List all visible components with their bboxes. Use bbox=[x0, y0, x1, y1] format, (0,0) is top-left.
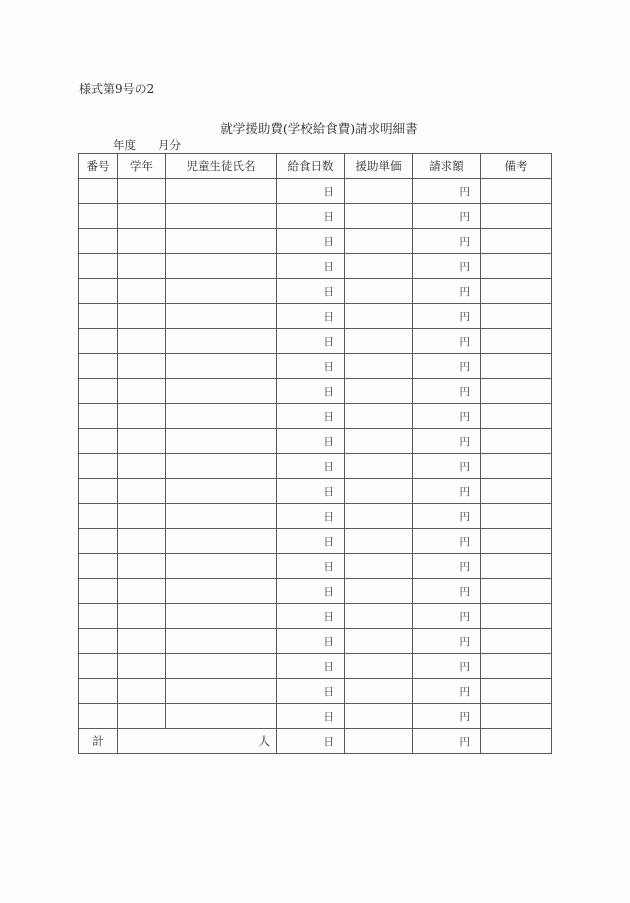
unit-price-cell[interactable] bbox=[345, 379, 413, 404]
amount-cell[interactable]: 円 bbox=[413, 304, 481, 329]
number-cell[interactable] bbox=[79, 354, 118, 379]
student-name-cell[interactable] bbox=[166, 479, 277, 504]
remarks-cell[interactable] bbox=[481, 304, 552, 329]
number-cell[interactable] bbox=[79, 629, 118, 654]
number-cell[interactable] bbox=[79, 554, 118, 579]
unit-price-cell[interactable] bbox=[345, 204, 413, 229]
table-row bbox=[79, 504, 552, 529]
table-row bbox=[79, 279, 552, 304]
amount-cell[interactable]: 円 bbox=[413, 554, 481, 579]
meal-days-cell[interactable]: 日 bbox=[277, 629, 345, 654]
student-name-cell[interactable] bbox=[166, 379, 277, 404]
detail-table bbox=[78, 153, 552, 754]
meal-days-cell[interactable]: 日 bbox=[277, 479, 345, 504]
remarks-cell[interactable] bbox=[481, 429, 552, 454]
amount-cell[interactable]: 円 bbox=[413, 604, 481, 629]
student-name-cell[interactable] bbox=[166, 179, 277, 204]
meal-days-cell[interactable]: 日 bbox=[277, 554, 345, 579]
grade-cell[interactable] bbox=[118, 454, 166, 479]
table-row bbox=[79, 204, 552, 229]
form-number: 様式第9号の2 bbox=[79, 82, 155, 96]
unit-price-cell[interactable] bbox=[345, 479, 413, 504]
meal-days-cell[interactable]: 日 bbox=[277, 404, 345, 429]
grade-cell[interactable] bbox=[118, 679, 166, 704]
remarks-cell[interactable] bbox=[481, 204, 552, 229]
unit-price-cell[interactable] bbox=[345, 429, 413, 454]
number-cell[interactable] bbox=[79, 179, 118, 204]
amount-cell[interactable]: 円 bbox=[413, 654, 481, 679]
number-cell[interactable] bbox=[79, 329, 118, 354]
grade-cell[interactable] bbox=[118, 429, 166, 454]
grade-cell[interactable] bbox=[118, 379, 166, 404]
month-field[interactable]: 月分 bbox=[158, 138, 181, 152]
table-row bbox=[79, 454, 552, 479]
student-name-cell[interactable] bbox=[166, 329, 277, 354]
number-cell[interactable] bbox=[79, 254, 118, 279]
student-name-cell[interactable] bbox=[166, 629, 277, 654]
meal-days-cell[interactable]: 日 bbox=[277, 179, 345, 204]
grade-cell[interactable] bbox=[118, 254, 166, 279]
remarks-cell[interactable] bbox=[481, 529, 552, 554]
meal-days-cell[interactable]: 日 bbox=[277, 679, 345, 704]
amount-cell[interactable]: 円 bbox=[413, 354, 481, 379]
student-name-cell[interactable] bbox=[166, 454, 277, 479]
remarks-cell[interactable] bbox=[481, 704, 552, 729]
meal-days-cell[interactable]: 日 bbox=[277, 204, 345, 229]
student-name-cell[interactable] bbox=[166, 554, 277, 579]
total-amount-cell[interactable]: 円 bbox=[413, 729, 481, 754]
remarks-cell[interactable] bbox=[481, 579, 552, 604]
amount-cell[interactable]: 円 bbox=[413, 704, 481, 729]
meal-days-cell[interactable]: 日 bbox=[277, 579, 345, 604]
unit-price-cell[interactable] bbox=[345, 354, 413, 379]
remarks-cell[interactable] bbox=[481, 554, 552, 579]
table-row bbox=[79, 329, 552, 354]
grade-cell[interactable] bbox=[118, 229, 166, 254]
amount-cell[interactable]: 円 bbox=[413, 254, 481, 279]
meal-days-cell[interactable]: 日 bbox=[277, 504, 345, 529]
number-cell[interactable] bbox=[79, 679, 118, 704]
remarks-cell[interactable] bbox=[481, 454, 552, 479]
header-meal-days: 給食日数 bbox=[277, 154, 345, 179]
table-row bbox=[79, 554, 552, 579]
student-name-cell[interactable] bbox=[166, 504, 277, 529]
grade-cell[interactable] bbox=[118, 404, 166, 429]
amount-cell[interactable]: 円 bbox=[413, 454, 481, 479]
student-name-cell[interactable] bbox=[166, 404, 277, 429]
unit-price-cell[interactable] bbox=[345, 554, 413, 579]
number-cell[interactable] bbox=[79, 404, 118, 429]
table-row bbox=[79, 654, 552, 679]
student-name-cell[interactable] bbox=[166, 604, 277, 629]
header-row bbox=[79, 154, 552, 179]
unit-price-cell[interactable] bbox=[345, 254, 413, 279]
remarks-cell[interactable] bbox=[481, 604, 552, 629]
grade-cell[interactable] bbox=[118, 304, 166, 329]
total-unit-price-cell[interactable] bbox=[345, 729, 413, 754]
total-days-cell[interactable]: 日 bbox=[277, 729, 345, 754]
header-student-name: 児童生徒氏名 bbox=[166, 154, 277, 179]
meal-days-cell[interactable]: 日 bbox=[277, 429, 345, 454]
unit-price-cell[interactable] bbox=[345, 279, 413, 304]
table-row bbox=[79, 579, 552, 604]
unit-price-cell[interactable] bbox=[345, 579, 413, 604]
grade-cell[interactable] bbox=[118, 604, 166, 629]
table-row bbox=[79, 629, 552, 654]
amount-cell[interactable]: 円 bbox=[413, 279, 481, 304]
meal-days-cell[interactable]: 日 bbox=[277, 329, 345, 354]
meal-days-cell[interactable]: 日 bbox=[277, 454, 345, 479]
unit-price-cell[interactable] bbox=[345, 629, 413, 654]
remarks-cell[interactable] bbox=[481, 404, 552, 429]
header-amount: 請求額 bbox=[413, 154, 481, 179]
table-row bbox=[79, 604, 552, 629]
number-cell[interactable] bbox=[79, 229, 118, 254]
student-name-cell[interactable] bbox=[166, 579, 277, 604]
table-row bbox=[79, 179, 552, 204]
unit-price-cell[interactable] bbox=[345, 229, 413, 254]
number-cell[interactable] bbox=[79, 429, 118, 454]
meal-days-cell[interactable]: 日 bbox=[277, 279, 345, 304]
total-remarks-cell[interactable] bbox=[481, 729, 552, 754]
meal-days-cell[interactable]: 日 bbox=[277, 604, 345, 629]
meal-days-cell[interactable]: 日 bbox=[277, 354, 345, 379]
header-remarks: 備考 bbox=[481, 154, 552, 179]
number-cell[interactable] bbox=[79, 604, 118, 629]
table-row bbox=[79, 304, 552, 329]
amount-cell[interactable]: 円 bbox=[413, 229, 481, 254]
table-row bbox=[79, 429, 552, 454]
remarks-cell[interactable] bbox=[481, 229, 552, 254]
total-people-cell[interactable]: 人 bbox=[118, 729, 277, 754]
remarks-cell[interactable] bbox=[481, 629, 552, 654]
header-grade: 学年 bbox=[118, 154, 166, 179]
number-cell[interactable] bbox=[79, 529, 118, 554]
student-name-cell[interactable] bbox=[166, 679, 277, 704]
grade-cell[interactable] bbox=[118, 504, 166, 529]
grade-cell[interactable] bbox=[118, 279, 166, 304]
grade-cell[interactable] bbox=[118, 554, 166, 579]
unit-price-cell[interactable] bbox=[345, 704, 413, 729]
unit-price-cell[interactable] bbox=[345, 504, 413, 529]
grade-cell[interactable] bbox=[118, 704, 166, 729]
grade-cell[interactable] bbox=[118, 579, 166, 604]
remarks-cell[interactable] bbox=[481, 679, 552, 704]
unit-price-cell[interactable] bbox=[345, 454, 413, 479]
student-name-cell[interactable] bbox=[166, 529, 277, 554]
amount-cell[interactable]: 円 bbox=[413, 529, 481, 554]
amount-cell[interactable]: 円 bbox=[413, 429, 481, 454]
number-cell[interactable] bbox=[79, 704, 118, 729]
amount-cell[interactable]: 円 bbox=[413, 579, 481, 604]
number-cell[interactable] bbox=[79, 379, 118, 404]
grade-cell[interactable] bbox=[118, 204, 166, 229]
table-row bbox=[79, 704, 552, 729]
period-line bbox=[113, 137, 181, 153]
header-number: 番号 bbox=[79, 154, 118, 179]
student-name-cell[interactable] bbox=[166, 254, 277, 279]
meal-days-cell[interactable]: 日 bbox=[277, 254, 345, 279]
table-row bbox=[79, 529, 552, 554]
unit-price-cell[interactable] bbox=[345, 654, 413, 679]
remarks-cell[interactable] bbox=[481, 254, 552, 279]
remarks-cell[interactable] bbox=[481, 279, 552, 304]
amount-cell[interactable]: 円 bbox=[413, 629, 481, 654]
remarks-cell[interactable] bbox=[481, 479, 552, 504]
number-cell[interactable] bbox=[79, 279, 118, 304]
grade-cell[interactable] bbox=[118, 479, 166, 504]
grade-cell[interactable] bbox=[118, 179, 166, 204]
unit-price-cell[interactable] bbox=[345, 529, 413, 554]
grade-cell[interactable] bbox=[118, 354, 166, 379]
number-cell[interactable] bbox=[79, 504, 118, 529]
table-row bbox=[79, 679, 552, 704]
student-name-cell[interactable] bbox=[166, 229, 277, 254]
number-cell[interactable] bbox=[79, 579, 118, 604]
unit-price-cell[interactable] bbox=[345, 404, 413, 429]
document-title: 就学援助費(学校給食費)請求明細書 bbox=[220, 121, 418, 136]
student-name-cell[interactable] bbox=[166, 704, 277, 729]
student-name-cell[interactable] bbox=[166, 279, 277, 304]
meal-days-cell[interactable]: 日 bbox=[277, 529, 345, 554]
amount-cell[interactable]: 円 bbox=[413, 179, 481, 204]
total-label: 計 bbox=[79, 729, 118, 754]
remarks-cell[interactable] bbox=[481, 354, 552, 379]
meal-days-cell[interactable]: 日 bbox=[277, 304, 345, 329]
amount-cell[interactable]: 円 bbox=[413, 404, 481, 429]
grade-cell[interactable] bbox=[118, 329, 166, 354]
number-cell[interactable] bbox=[79, 454, 118, 479]
number-cell[interactable] bbox=[79, 654, 118, 679]
number-cell[interactable] bbox=[79, 479, 118, 504]
total-row bbox=[79, 729, 552, 754]
fiscal-year-field[interactable]: 年度 bbox=[113, 138, 136, 152]
grade-cell[interactable] bbox=[118, 654, 166, 679]
meal-days-cell[interactable]: 日 bbox=[277, 379, 345, 404]
amount-cell[interactable]: 円 bbox=[413, 379, 481, 404]
unit-price-cell[interactable] bbox=[345, 679, 413, 704]
grade-cell[interactable] bbox=[118, 529, 166, 554]
student-name-cell[interactable] bbox=[166, 354, 277, 379]
remarks-cell[interactable] bbox=[481, 504, 552, 529]
table-row bbox=[79, 404, 552, 429]
unit-price-cell[interactable] bbox=[345, 604, 413, 629]
remarks-cell[interactable] bbox=[481, 379, 552, 404]
student-name-cell[interactable] bbox=[166, 654, 277, 679]
student-name-cell[interactable] bbox=[166, 204, 277, 229]
amount-cell[interactable]: 円 bbox=[413, 679, 481, 704]
meal-days-cell[interactable]: 日 bbox=[277, 654, 345, 679]
remarks-cell[interactable] bbox=[481, 329, 552, 354]
unit-price-cell[interactable] bbox=[345, 179, 413, 204]
table-row bbox=[79, 379, 552, 404]
table-row bbox=[79, 229, 552, 254]
table-row bbox=[79, 254, 552, 279]
student-name-cell[interactable] bbox=[166, 429, 277, 454]
number-cell[interactable] bbox=[79, 304, 118, 329]
amount-cell[interactable]: 円 bbox=[413, 479, 481, 504]
remarks-cell[interactable] bbox=[481, 179, 552, 204]
header-unit-price: 援助単価 bbox=[345, 154, 413, 179]
meal-days-cell[interactable]: 日 bbox=[277, 704, 345, 729]
unit-price-cell[interactable] bbox=[345, 304, 413, 329]
meal-days-cell[interactable]: 日 bbox=[277, 229, 345, 254]
table-body bbox=[79, 179, 552, 729]
unit-price-cell[interactable] bbox=[345, 329, 413, 354]
student-name-cell[interactable] bbox=[166, 304, 277, 329]
grade-cell[interactable] bbox=[118, 629, 166, 654]
amount-cell[interactable]: 円 bbox=[413, 204, 481, 229]
number-cell[interactable] bbox=[79, 204, 118, 229]
amount-cell[interactable]: 円 bbox=[413, 504, 481, 529]
amount-cell[interactable]: 円 bbox=[413, 329, 481, 354]
table-row bbox=[79, 354, 552, 379]
remarks-cell[interactable] bbox=[481, 654, 552, 679]
table-row bbox=[79, 479, 552, 504]
